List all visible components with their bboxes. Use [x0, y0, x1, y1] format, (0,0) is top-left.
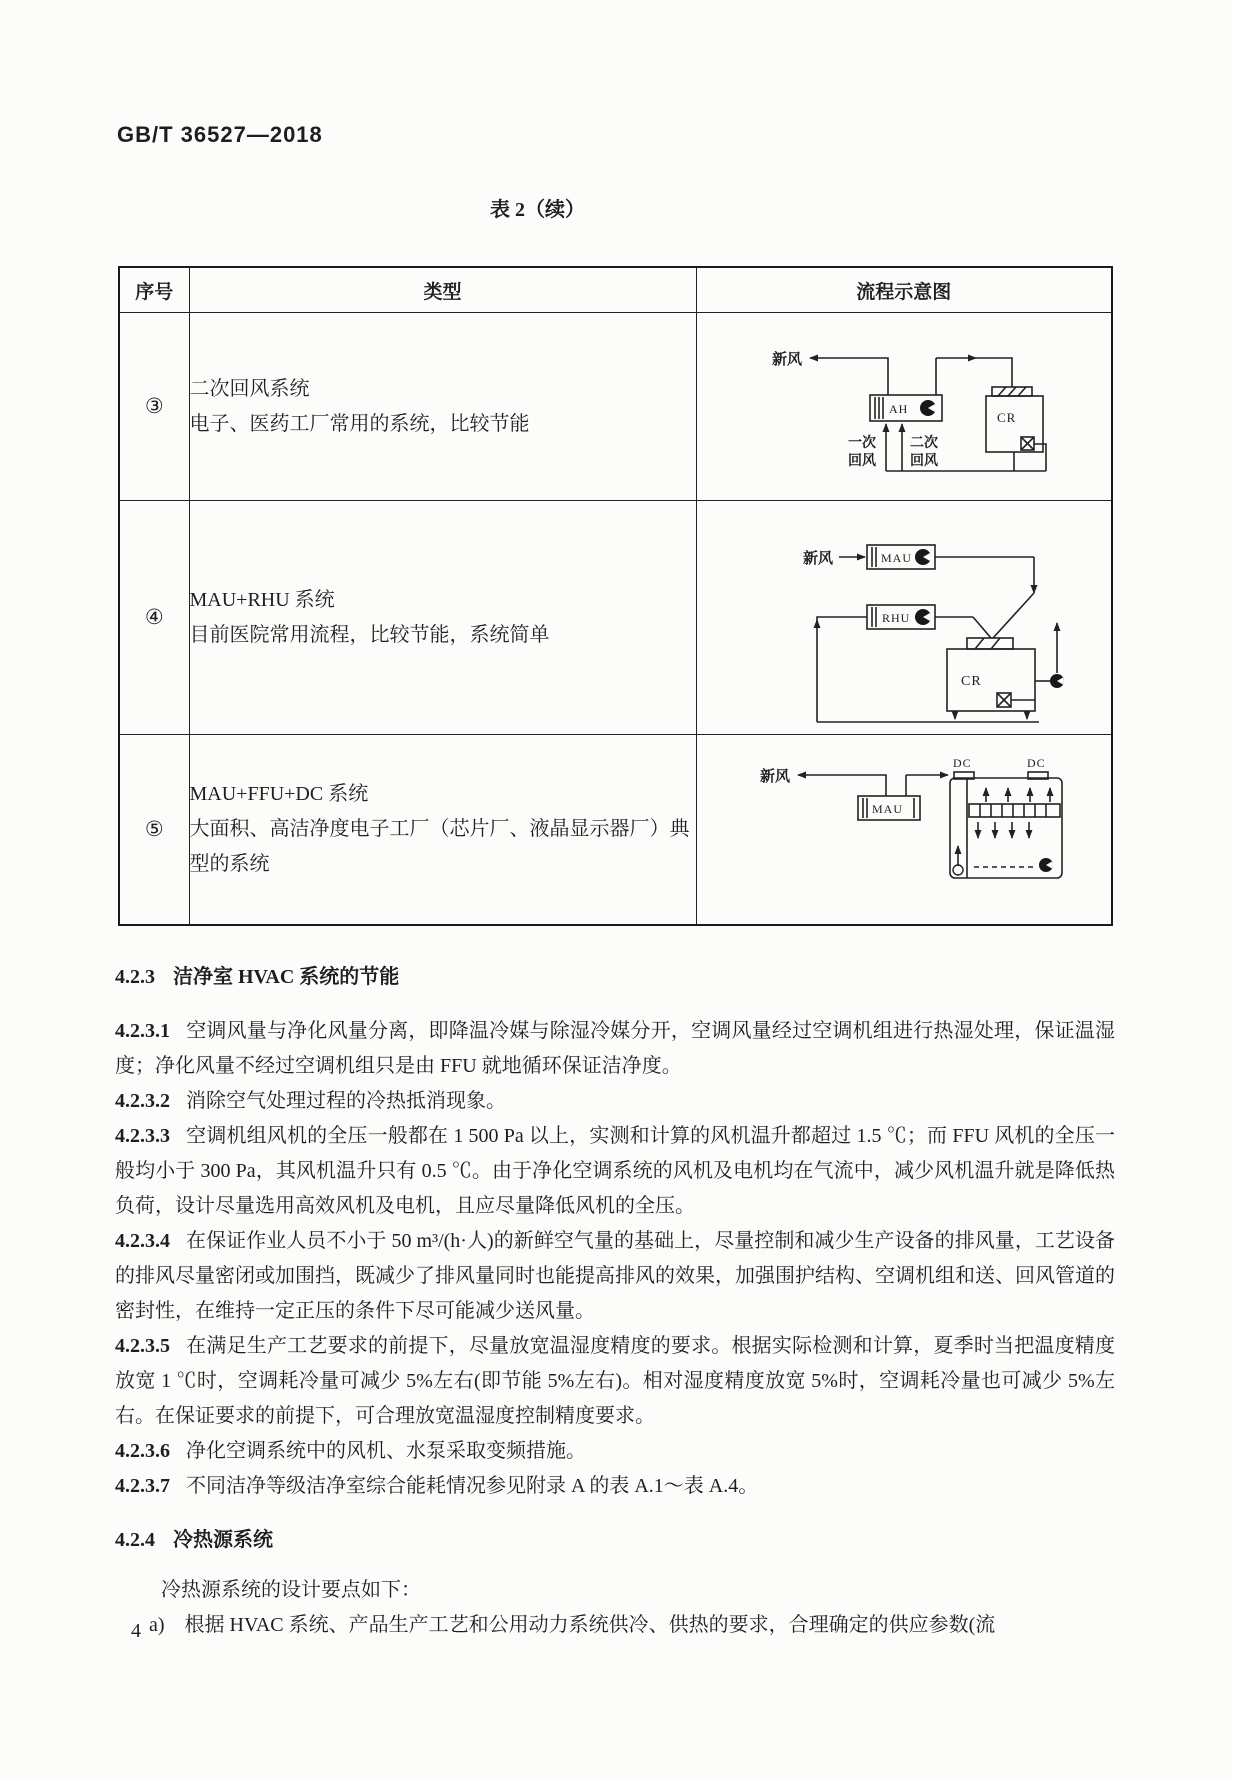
system-title: 二次回风系统: [189, 377, 310, 400]
system-types-table: [118, 266, 1113, 926]
page-number: 4: [131, 1620, 141, 1642]
col-header-number: 序号: [119, 267, 189, 313]
dc-label-right: DC: [1026, 755, 1046, 770]
table-row: [119, 313, 1112, 501]
svg-text:回风: 回风: [847, 454, 876, 469]
paragraph-4-2-3-6: 4.2.3.6 净化空调系统中的风机、水泵采取变频措施。: [115, 1440, 586, 1462]
table-header-row: [119, 267, 1112, 313]
primary-return-label: [848, 434, 877, 469]
fresh-air-label: 新风: [802, 551, 833, 567]
list-item-a: a) 根据 HVAC 系统、产品生产工艺和公用动力系统供冷、供热的要求，合理确定的供应参数(流: [149, 1614, 996, 1636]
col-header-diagram: 流程示意图: [696, 267, 1112, 313]
mau-ffu-dc-diagram: [736, 748, 1072, 906]
paragraph-4-2-3-3: 4.2.3.3 空调机组风机的全压一般都在 1 500 Pa 以上，实测和计算的风机温升都超过 1.5 ℃；而 FFU 风机的全压一般均小于 300 Pa，其风机温升只有 0.5 ℃。由于净化空调系统的风机及电机均在气流中，减少风机温升就是降低热负荷，设计尽量选用高效风机及电机，且应尽量降低风机的全压。: [115, 1125, 1115, 1217]
system-title: MAU+FFU+DC 系统: [189, 782, 369, 805]
diagram-cell: [696, 735, 1112, 925]
system-description: 大面积、高洁净度电子工厂（芯片厂、液晶显示器厂）典型的系统: [189, 817, 690, 875]
system-title: MAU+RHU 系统: [189, 588, 335, 611]
cleanroom-label: CR: [996, 410, 1017, 425]
col-header-type: 类型: [189, 267, 696, 313]
air-handler-label: AH: [888, 402, 909, 416]
row-number: ③: [119, 313, 189, 501]
intro-line: 冷热源系统的设计要点如下：: [161, 1579, 421, 1601]
table-caption: 表 2（续）: [490, 199, 585, 221]
system-description: 电子、医药工厂常用的系统，比较节能: [189, 412, 530, 435]
svg-text:回风: 回风: [909, 454, 938, 469]
mau-label: MAU: [880, 551, 912, 565]
type-cell: [189, 501, 696, 735]
row-number: ④: [119, 501, 189, 735]
type-cell: [189, 313, 696, 501]
paragraph-4-2-3-7: 4.2.3.7 不同洁净等级洁净室综合能耗情况参见附录 A 的表 A.1～表 A.4。: [115, 1475, 759, 1497]
svg-text:二次: 二次: [909, 436, 938, 451]
system-description: 目前医院常用流程，比较节能，系统简单: [189, 623, 550, 646]
paragraph-4-2-3-4: 4.2.3.4 在保证作业人员不小于 50 m³/(h·人)的新鲜空气量的基础上，尽量控制和减少生产设备的排风量，工艺设备的排风尽量密闭或加围挡，既减少了排风量同时也能提高排风的效果，加强围护结构、空调机组和送、回风管道的密封性，在维持一定正压的条件下尽可能减少送风量。: [115, 1230, 1115, 1322]
mau-label: MAU: [871, 801, 903, 816]
paragraph-4-2-3-1: 4.2.3.1 空调风量与净化风量分离，即降温冷媒与除湿冷媒分开，空调风量经过空调机组进行热湿处理，保证温湿度；净化风量不经过空调机组只是由 FFU 就地循环保证洁净度。: [115, 1020, 1115, 1077]
paragraph-4-2-3-2: 4.2.3.2 消除空气处理过程的冷热抵消现象。: [115, 1090, 506, 1112]
fresh-air-label: 新风: [771, 352, 802, 368]
standard-number: GB/T 36527—2018: [117, 122, 323, 147]
diagram-cell: [696, 501, 1112, 735]
table-row: [119, 501, 1112, 735]
type-cell: [189, 735, 696, 925]
secondary-return-label: [910, 434, 939, 469]
diagram-cell: [696, 313, 1112, 501]
svg-text:一次: 一次: [847, 436, 876, 451]
row-number: ⑤: [119, 735, 189, 925]
mau-rhu-diagram: [739, 501, 1069, 729]
paragraph-4-2-3-5: 4.2.3.5 在满足生产工艺要求的前提下，尽量放宽温湿度精度的要求。根据实际检测和计算，夏季时当把温度精度放宽 1 ℃时，空调耗冷量可减少 5%左右(即节能 5%左右)。相对湿度精度放宽 5%时，空调耗冷量也可减少 5%左右。在保证要求的前提下，可合理放宽温湿度控制精度要求。: [115, 1335, 1115, 1427]
secondary-return-diagram: [748, 323, 1060, 485]
cleanroom-label: CR: [960, 674, 982, 689]
section-heading-4-2-4: 4.2.4 冷热源系统: [115, 1529, 273, 1551]
rhu-label: RHU: [881, 611, 911, 625]
dc-label-left: DC: [952, 755, 972, 770]
fresh-air-label: 新风: [759, 768, 790, 785]
body-text: [115, 960, 1115, 1643]
section-heading-4-2-3: 4.2.3 洁净室 HVAC 系统的节能: [115, 966, 400, 988]
table-row: [119, 735, 1112, 925]
